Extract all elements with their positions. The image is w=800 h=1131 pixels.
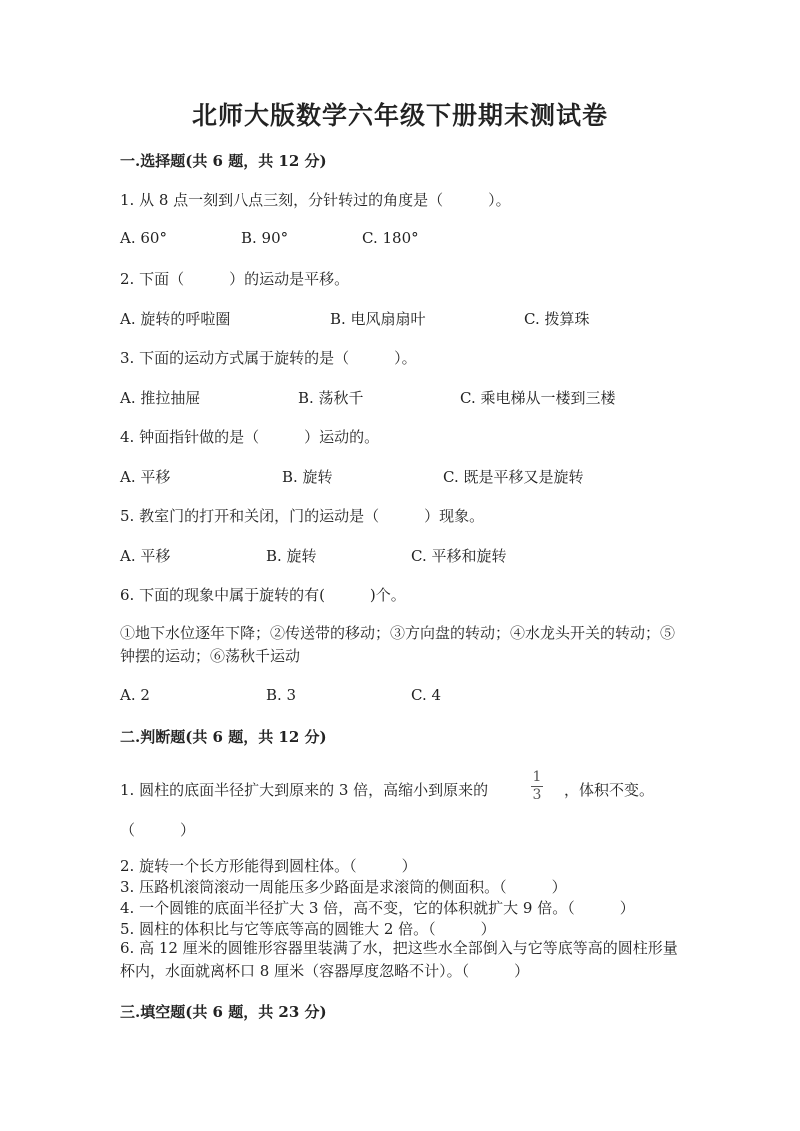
- fraction-numerator: 1: [532, 769, 542, 785]
- option-a: A. 60°: [120, 229, 167, 247]
- option-c: C. 拨算珠: [524, 310, 590, 328]
- question-1: 1. 从 8 点一刻到八点三刻，分针转过的角度是（ ）。: [120, 191, 511, 209]
- question-3: 3. 下面的运动方式属于旋转的是（ ）。: [120, 349, 417, 367]
- option-a: A. 平移: [120, 547, 171, 565]
- option-c: C. 既是平移又是旋转: [443, 468, 584, 486]
- section-heading-fill-blank: 三.填空题(共 6 题，共 23 分): [120, 1003, 327, 1021]
- judge-question-1: 1. 圆柱的底面半径扩大到原来的 3 倍，高缩小到原来的: [120, 781, 489, 799]
- option-b: B. 旋转: [282, 468, 333, 486]
- judge-question-6: 6. 高 12 厘米的圆锥形容器里装满了水，把这些水全部倒入与它等底等高的圆柱形量杯内，水面就离杯口 8 厘米（容器厚度忽略不计）。（ ）: [120, 939, 678, 980]
- option-a: A. 旋转的呼啦圈: [120, 310, 231, 328]
- option-c: C. 4: [411, 686, 442, 704]
- fraction-denominator: 3: [532, 787, 542, 803]
- judge-question-3: 3. 压路机滚筒滚动一周能压多少路面是求滚筒的侧面积。（ ）: [120, 878, 567, 896]
- judge-question-2: 2. 旋转一个长方形能得到圆柱体。（ ）: [120, 857, 417, 875]
- option-b: B. 旋转: [266, 547, 317, 565]
- judge-question-4: 4. 一个圆锥的底面半径扩大 3 倍，高不变，它的体积就扩大 9 倍。（ ）: [120, 899, 635, 917]
- judge-question-1-tail: ，体积不变。: [564, 781, 655, 799]
- question-5: 5. 教室门的打开和关闭，门的运动是（ ）现象。: [120, 507, 485, 525]
- option-b: B. 荡秋千: [298, 389, 364, 407]
- question-4: 4. 钟面指针做的是（ ）运动的。: [120, 428, 380, 446]
- option-b: B. 3: [266, 686, 297, 704]
- option-a: A. 平移: [120, 468, 171, 486]
- option-c: C. 平移和旋转: [411, 547, 507, 565]
- option-a: A. 2: [120, 686, 150, 704]
- option-c: C. 180°: [362, 229, 419, 247]
- judge-question-1-answer: （ ）: [120, 821, 196, 839]
- option-a: A. 推拉抽屉: [120, 389, 201, 407]
- page-title: 北师大版数学六年级下册期末测试卷: [191, 101, 608, 130]
- question-6-detail: ①地下水位逐年下降；②传送带的移动；③方向盘的转动；④水龙头开关的转动；⑤钟摆的运动；⑥荡秋千运动: [120, 624, 676, 665]
- option-b: B. 90°: [241, 229, 289, 247]
- question-6: 6. 下面的现象中属于旋转的有( )个。: [120, 586, 406, 604]
- option-c: C. 乘电梯从一楼到三楼: [460, 389, 616, 407]
- section-heading-judgement: 二.判断题(共 6 题，共 12 分): [120, 728, 327, 746]
- option-b: B. 电风扇扇叶: [330, 310, 426, 328]
- question-2: 2. 下面（ ）的运动是平移。: [120, 270, 350, 288]
- judge-question-5: 5. 圆柱的体积比与它等底等高的圆锥大 2 倍。（ ）: [120, 920, 496, 938]
- fraction-one-third: [531, 770, 543, 803]
- section-heading-choice: 一.选择题(共 6 题，共 12 分): [120, 152, 327, 170]
